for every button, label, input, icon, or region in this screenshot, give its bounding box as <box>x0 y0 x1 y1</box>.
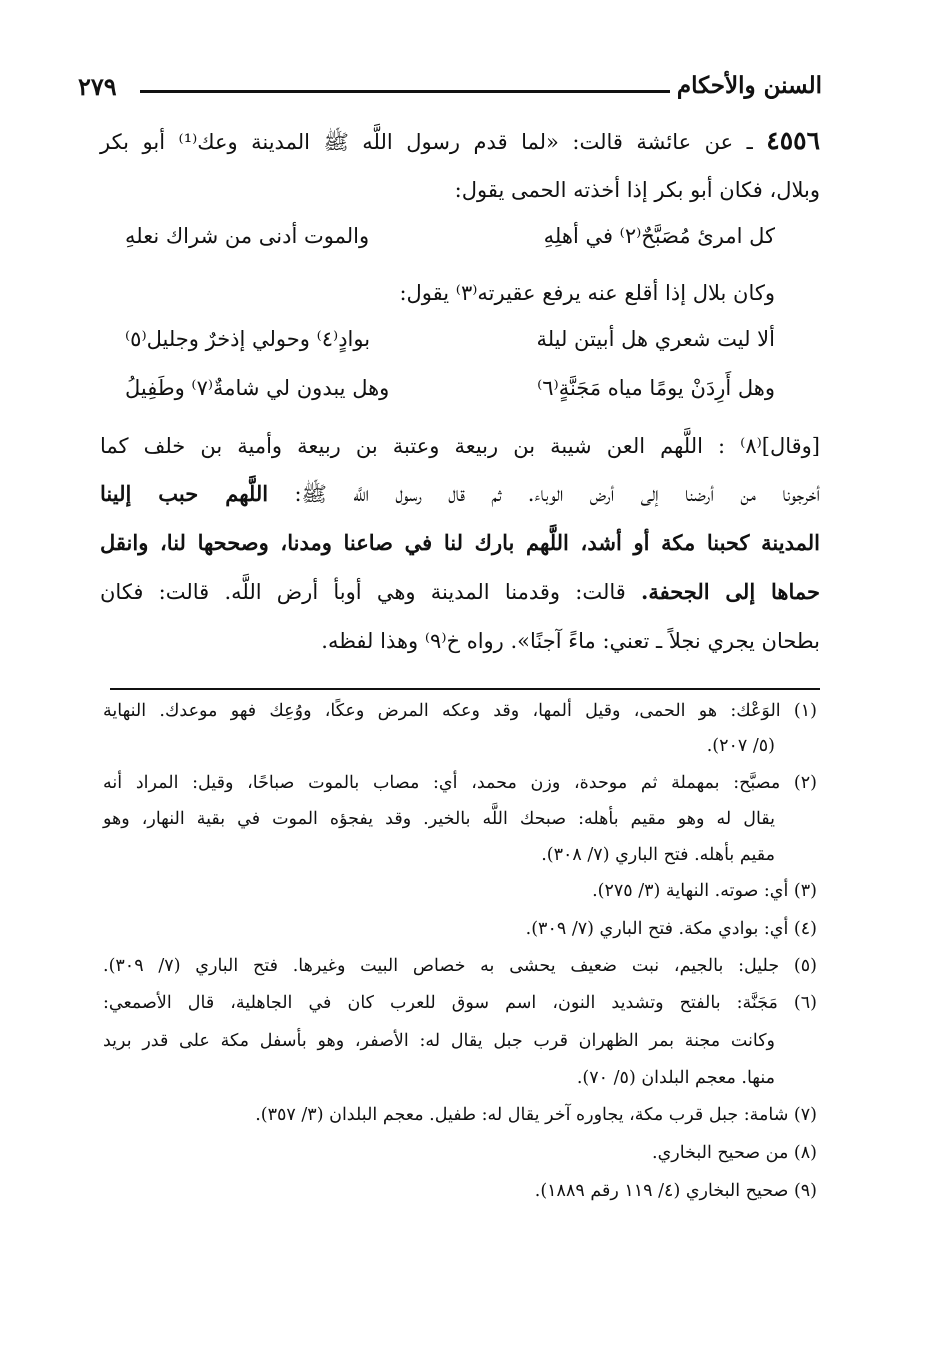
hadith-number: ٤٥٥٦ <box>766 126 820 155</box>
hadith-line-5-text: أخرجونا من أرضنا إلى أرض الوباء. ثم قال رسول اللَّه ﷺ: <box>268 482 820 506</box>
footnote-1: (١) الوَعْك: هو الحمى، وقيل ألمها، وقد وعكه المرض وعكًا، ووُعِك فهو موعدك. النهاية <box>103 701 817 721</box>
dua-bold-start: اللَّهم حبب إلينا <box>100 481 269 506</box>
hadith-line-7 <box>100 579 820 605</box>
footnote-8: (٨) من صحيح البخاري. <box>652 1143 817 1163</box>
verse-3-second-hemistich: وهل يبدون لي شامةٌ⁽٧⁾ وطَفِيلُ <box>125 376 390 400</box>
page-header <box>78 72 822 106</box>
footnote-7: (٧) شامة: جبل قرب مكة، يجاوره آخر يقال له: طفيل. معجم البلدان (٣/ ٣٥٧). <box>255 1105 817 1125</box>
hadith-line-7-text: قالت: وقدمنا المدينة وهي أوبأ أرض اللَّه. قالت: فكان <box>100 580 642 604</box>
dua-bold-end: حماها إلى الجحفة. <box>641 579 821 604</box>
verse-1-first-hemistich: كل امرئ مُصَبَّحٌ⁽٢⁾ في أهلِهِ <box>543 224 775 248</box>
footnote-9: (٩) صحيح البخاري (٤/ ١١٩ رقم ١٨٨٩). <box>534 1181 817 1201</box>
footnote-4: (٤) أي: بوادي مكة. فتح الباري (٧/ ٣٠٩). <box>525 919 817 939</box>
hadith-line-1-text: ـ عن عائشة قالت: «لما قدم رسول اللَّه ﷺ المدينة وعك⁽¹⁾ أبو بكر <box>100 130 767 154</box>
footnote-5: (٥) جليل: بالجيم، نبت ضعيف يحشى به خصاص البيت وغيرها. فتح الباري (٧/ ٣٠٩). <box>103 956 817 976</box>
page-number: ٢٧٩ <box>78 72 117 101</box>
footnote-6: (٦) مَجَنَّة: بالفتح وتشديد النون، اسم سوق للعرب كان في الجاهلية، قال الأصمعي: <box>103 993 817 1013</box>
footnote-2-cont-1: يقال له وهو مقيم بأهله: صبحك اللَّه بالخير. وقد يفجؤه الموت في بقية النهار، وهو <box>103 809 775 829</box>
hadith-line-4: [وقال]⁽٨⁾ : اللَّهم العن شيبة بن ربيعة وعتبة بن ربيعة وأمية بن خلف كما <box>100 434 820 458</box>
hadith-line-2: وبلال، فكان أبو بكر إذا أخذته الحمى يقول: <box>454 178 820 202</box>
footnote-6-cont-2: منها. معجم البلدان (٥/ ٧٠). <box>576 1068 775 1088</box>
footnote-rule <box>110 688 820 690</box>
verse-3-first-hemistich: وهل أَرِدَنْ يومًا مياه مَجَنَّةٍ⁽٦⁾ <box>537 376 775 400</box>
running-title: السنن والأحكام <box>676 72 822 99</box>
header-rule <box>140 90 670 93</box>
hadith-line-5 <box>100 481 820 507</box>
verse-2-first-hemistich: ألا ليت شعري هل أبيتن ليلة <box>536 327 775 351</box>
footnote-3: (٣) أي: صوته. النهاية (٣/ ٢٧٥). <box>592 881 817 901</box>
verse-2-second-hemistich: بوادٍ⁽٤⁾ وحولي إذخرٌ وجليل⁽٥⁾ <box>125 327 371 351</box>
footnote-1-cont: (٥/ ٢٠٧). <box>706 736 775 756</box>
footnote-6-cont-1: وكانت مجنة بمر الظهران قرب جبل يقال له: الأصفر، وهو بأسفل مكة على قدر بريد <box>103 1031 775 1051</box>
hadith-line-6-dua: المدينة كحبنا مكة أو أشد، اللَّهم بارك لنا في صاعنا ومدنا، وصححها لنا، وانقل <box>100 530 820 555</box>
hadith-line-3: وكان بلال إذا أقلع عنه يرفع عقيرته⁽٣⁾ يقول: <box>399 281 775 305</box>
footnote-2: (٢) مصبَّح: بمهملة ثم موحدة، وزن محمد، أي: مصاب بالموت صباحًا، وقيل: المراد أنه <box>103 773 817 793</box>
hadith-line-1 <box>100 125 820 156</box>
verse-1-second-hemistich: والموت أدنى من شراك نعلهِ <box>125 224 370 248</box>
footnote-2-cont-2: مقيم بأهله. فتح الباري (٧/ ٣٠٨). <box>541 845 775 865</box>
hadith-line-8: بطحان يجري نجلاً ـ تعني: ماءً آجنًا». رواه خ⁽٩⁾ وهذا لفظه. <box>321 629 820 653</box>
